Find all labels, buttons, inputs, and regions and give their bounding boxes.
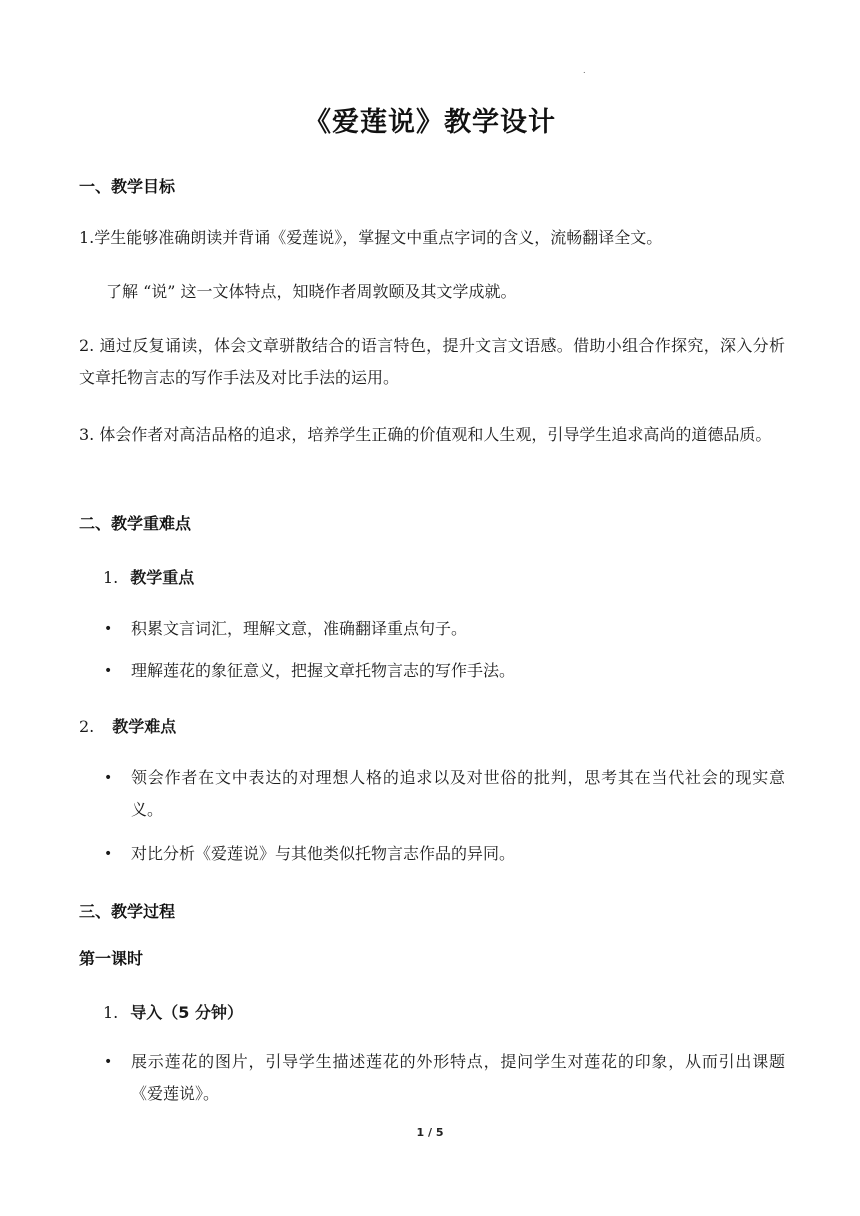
list-item: • 理解莲花的象征意义，把握文章托物言志的写作手法。 <box>131 655 785 687</box>
section-heading-objectives: 一、教学目标 <box>79 177 176 196</box>
list-item: • 积累文言词汇，理解文意，准确翻译重点句子。 <box>131 613 785 645</box>
section-heading-process: 三、教学过程 <box>79 902 176 921</box>
list-item: • 对比分析《爱莲说》与其他类似托物言志作品的异同。 <box>131 838 785 870</box>
subheading-intro <box>103 1000 243 1023</box>
objective-1-continued: 了解 “说” 这一文体特点，知晓作者周敦颐及其文学成就。 <box>106 282 517 301</box>
list-item: • 展示莲花的图片，引导学生描述莲花的外形特点，提问学生对莲花的印象，从而引出课题《爱莲说》。 <box>131 1046 785 1110</box>
lesson-heading: 第一课时 <box>79 949 144 968</box>
document-title: 《爱莲说》教学设计 <box>304 107 556 138</box>
objective-3: 3. 体会作者对高洁品格的追求，培养学生正确的价值观和人生观，引导学生追求高尚的道德品质。 <box>79 425 772 444</box>
subheading-number: 1. <box>103 1003 119 1022</box>
objective-2: 2. 通过反复诵读，体会文章骈散结合的语言特色，提升文言文语感。借助小组合作探究，深入分析文章托物言志的写作手法及对比手法的运用。 <box>79 336 785 387</box>
subheading-difficulties <box>79 714 176 737</box>
page-number: 1 / 5 <box>416 1126 444 1139</box>
section-heading-key-points-text: 二、教学重难点 <box>79 514 192 533</box>
subheading-key-points <box>103 565 194 588</box>
list-item: • 领会作者在文中表达的对理想人格的追求以及对世俗的批判，思考其在当代社会的现实意义。 <box>131 762 785 826</box>
subheading-number: 2. <box>79 717 95 736</box>
subheading-label: 教学重点 <box>130 568 195 587</box>
objective-1: 1.学生能够准确朗读并背诵《爱莲说》，掌握文中重点字词的含义，流畅翻译全文。 <box>79 228 663 247</box>
header-dot: . <box>583 66 586 75</box>
subheading-label: 导入（5 分钟） <box>130 1003 243 1022</box>
subheading-label: 教学难点 <box>112 717 177 736</box>
subheading-number: 1. <box>103 568 119 587</box>
section-heading-key-points <box>79 511 191 534</box>
